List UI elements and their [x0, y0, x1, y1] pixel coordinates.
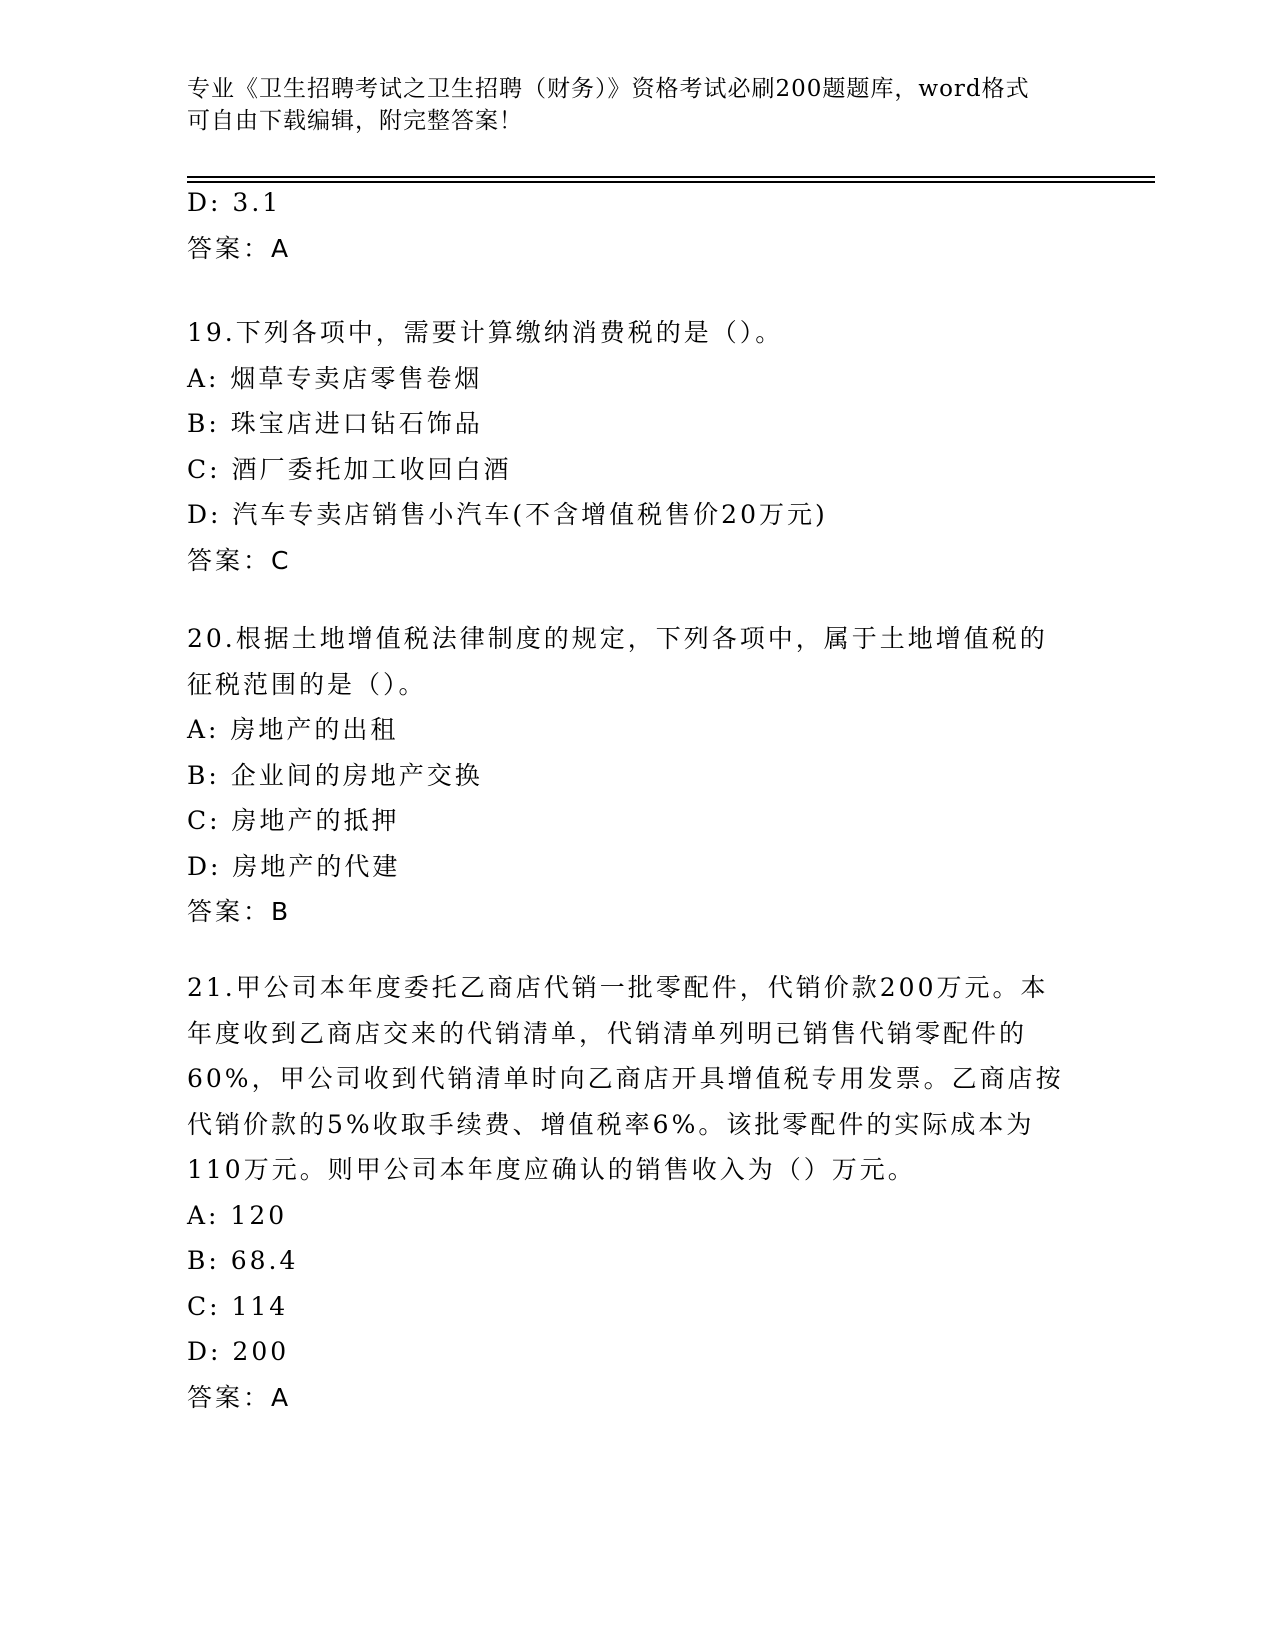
header-line-2: 可自由下载编辑，附完整答案！ — [187, 108, 523, 134]
question-21 — [187, 965, 1067, 1420]
question-20 — [187, 616, 1067, 935]
option-b: B: 企业间的房地产交换 — [187, 760, 483, 790]
question-stem-line-2: 年度收到乙商店交来的代销清单，代销清单列明已销售代销零配件的 — [187, 1018, 1028, 1048]
header-divider-top — [187, 176, 1155, 178]
answer-label: 答案：A — [187, 233, 292, 263]
question-stem-line-2: 征税范围的是（）。 — [187, 669, 427, 699]
answer-label: 答案：B — [187, 897, 292, 926]
option-a: A: 120 — [187, 1200, 288, 1230]
document-header — [187, 73, 1067, 137]
option-a: A: 烟草专卖店零售卷烟 — [187, 363, 483, 393]
option-d: D: 3.1 — [187, 188, 282, 217]
question-19 — [187, 310, 1067, 583]
option-d: D: 房地产的代建 — [187, 851, 401, 881]
question-stem-line-1: 21.甲公司本年度委托乙商店代销一批零配件，代销价款200万元。本 — [187, 973, 1049, 1002]
option-d: D: 200 — [187, 1337, 290, 1366]
question-stem-line-5: 110万元。则甲公司本年度应确认的销售收入为（）万元。 — [187, 1155, 916, 1184]
question-stem: 19.下列各项中，需要计算缴纳消费税的是（）。 — [187, 318, 784, 347]
answer-label: 答案：A — [187, 1382, 292, 1412]
question-stem-line-3: 60%，甲公司收到代销清单时向乙商店开具增值税专用发票。乙商店按 — [187, 1064, 1064, 1093]
question-stem-line-4: 代销价款的5%收取手续费、增值税率6%。该批零配件的实际成本为 — [187, 1109, 1035, 1139]
option-c: C: 房地产的抵押 — [187, 806, 400, 835]
option-c: C: 114 — [187, 1291, 289, 1321]
answer-label: 答案：C — [187, 545, 292, 575]
previous-question-tail — [187, 180, 1067, 271]
option-b: B: 68.4 — [187, 1246, 299, 1275]
question-stem-line-1: 20.根据土地增值税法律制度的规定，下列各项中，属于土地增值税的 — [187, 624, 1048, 653]
option-d: D: 汽车专卖店销售小汽车(不含增值税售价20万元) — [187, 500, 828, 529]
option-c: C: 酒厂委托加工收回白酒 — [187, 454, 512, 484]
option-a: A: 房地产的出租 — [187, 715, 399, 744]
header-line-1: 专业《卫生招聘考试之卫生招聘（财务）》资格考试必刷200题题库，word格式 — [187, 76, 1030, 102]
option-b: B: 珠宝店进口钻石饰品 — [187, 409, 483, 438]
